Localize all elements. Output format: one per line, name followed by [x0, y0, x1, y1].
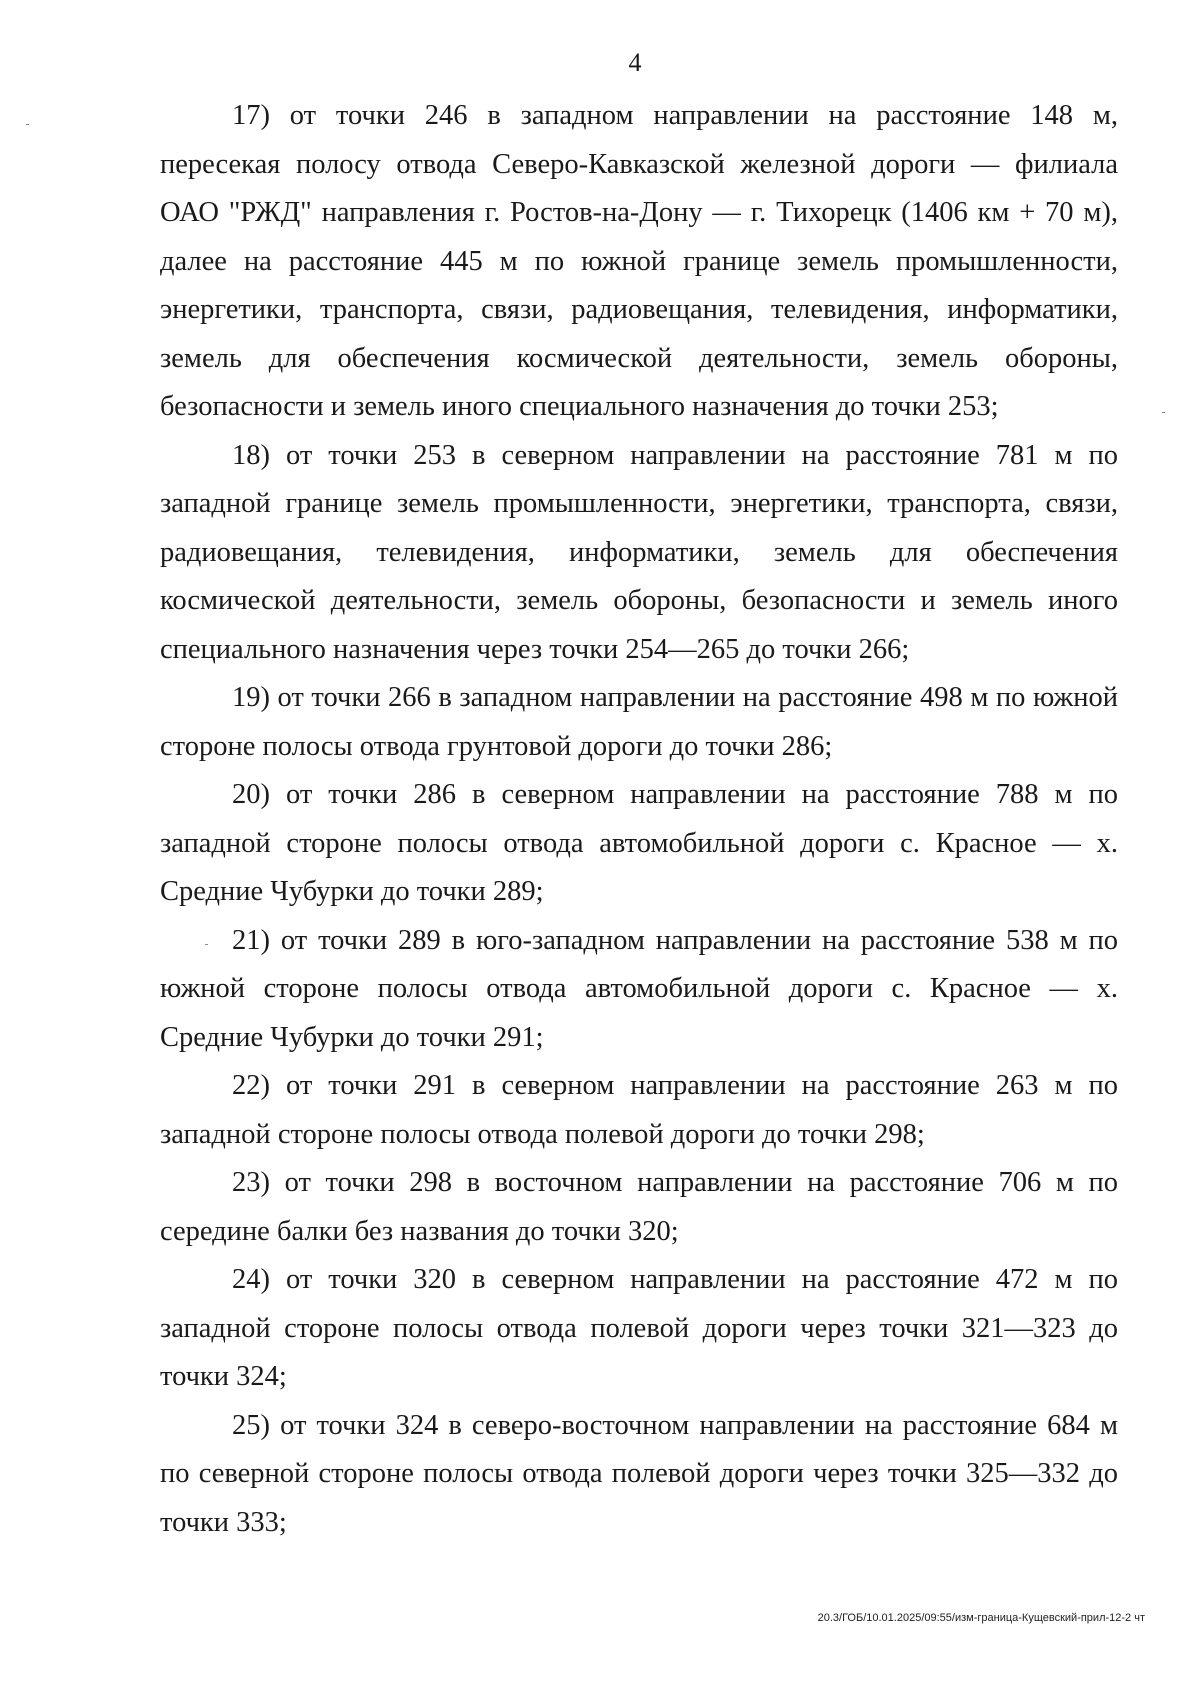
- scan-speck: [26, 124, 29, 125]
- scan-speck: [1162, 412, 1165, 413]
- document-body: [160, 92, 1118, 1547]
- clause-18: 18) от точки 253 в северном направлении на расстояние 781 м по западной границе земель промышленности, энергетики, транспорта, связи, радиовещания, телевидения, информатики, земель для обеспечения космической деятельности, земель обороны, безопасности и земель иного специального назначения через точки 254—265 до точки 266;: [160, 439, 1118, 665]
- clause-22: 22) от точки 291 в северном направлении на расстояние 263 м по западной стороне полосы отвода полевой дороги до точки 298;: [160, 1070, 1118, 1150]
- page-number: 4: [628, 48, 642, 77]
- clause-24: 24) от точки 320 в северном направлении на расстояние 472 м по западной стороне полосы отвода полевой дороги через точки 321—323 до точки 324;: [160, 1264, 1118, 1392]
- clause-20: 20) от точки 286 в северном направлении на расстояние 788 м по западной стороне полосы отвода автомобильной дороги с. Красное — х. Средние Чубурки до точки 289;: [160, 779, 1118, 907]
- clause-23: 23) от точки 298 в восточном направлении на расстояние 706 м по середине балки без названия до точки 320;: [160, 1167, 1118, 1247]
- footer-stamp: 20.3/ГОБ/10.01.2025/09:55/изм-граница-Кущевский-прил-12-2 чт: [817, 1612, 1145, 1624]
- clause-17: 17) от точки 246 в западном направлении на расстояние 148 м, пересекая полосу отвода Северо-Кавказской железной дороги — филиала ОАО "РЖД" направления г. Ростов-на-Дону — г. Тихорецк (1406 км + 70 м), далее на расстояние 445 м по южной границе земель промышленности, энергетики, транспорта, связи, радиовещания, телевидения, информатики, земель для обеспечения космической деятельности, земель обороны, безопасности и земель иного специального назначения до точки 253;: [160, 100, 1118, 422]
- clause-25: 25) от точки 324 в северо-восточном направлении на расстояние 684 м по северной стороне полосы отвода полевой дороги через точки 325—332 до точки 333;: [160, 1409, 1118, 1538]
- clause-21: 21) от точки 289 в юго-западном направлении на расстояние 538 м по южной стороне полосы отвода автомобильной дороги с. Красное — х. Средние Чубурки до точки 291;: [160, 924, 1118, 1053]
- clause-19: 19) от точки 266 в западном направлении на расстояние 498 м по южной стороне полосы отвода грунтовой дороги до точки 286;: [160, 682, 1118, 762]
- scan-speck: [205, 944, 208, 945]
